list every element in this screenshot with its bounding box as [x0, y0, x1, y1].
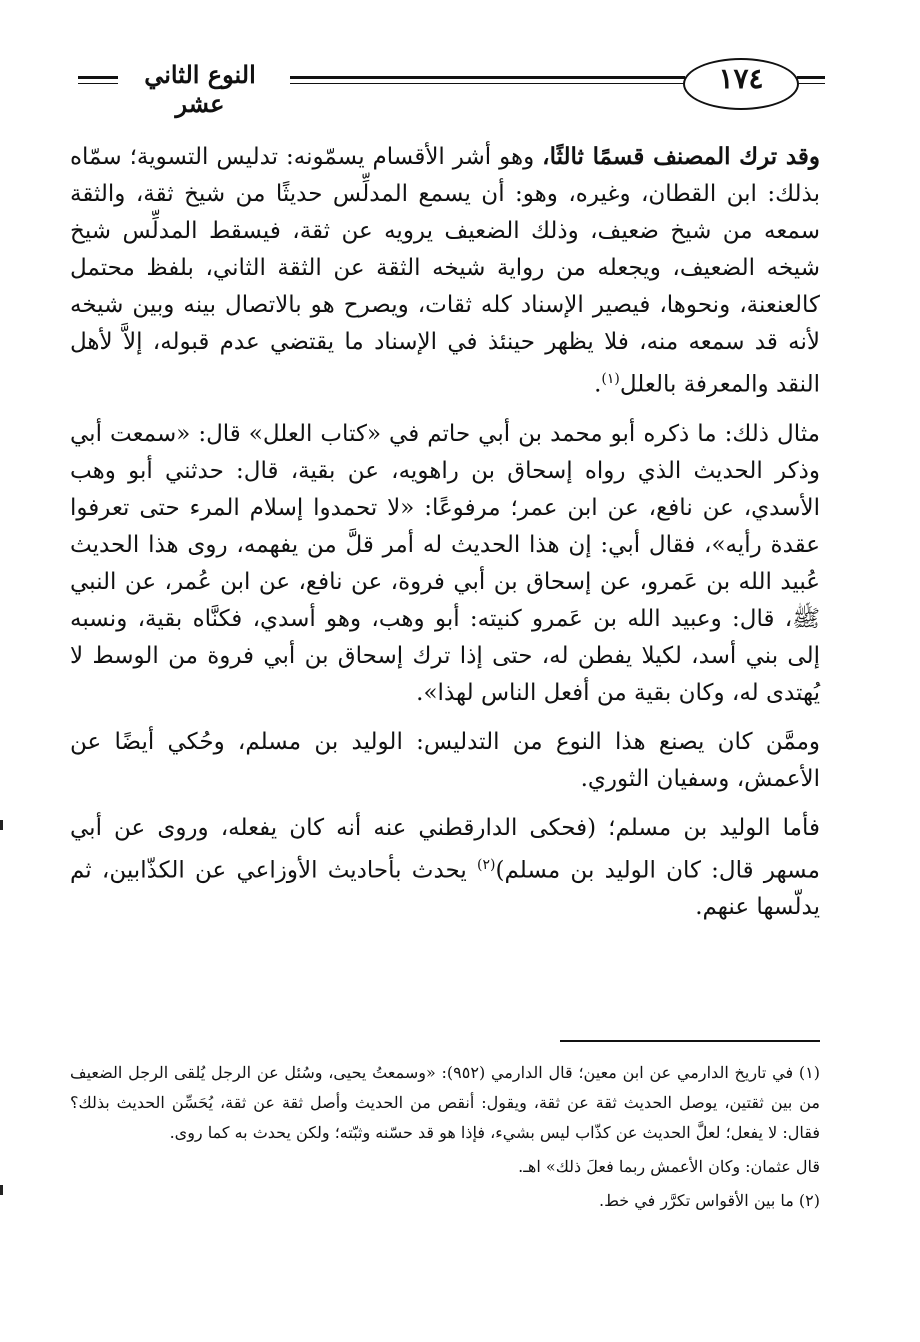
- header-rule-right: [797, 76, 825, 79]
- footnotes: [70, 1058, 820, 1220]
- paragraph-1: [70, 138, 820, 404]
- paragraph-1-lead: وقد ترك المصنف قسمًا ثالثًا،: [542, 143, 820, 170]
- header-rule-middle: [290, 76, 685, 79]
- paragraph-4-text-b: يحدث بأحاديث الأوزاعي عن الكذّابين، ثم يدلّسها عنهم.: [70, 857, 820, 921]
- paragraph-4: [70, 810, 820, 927]
- header-rule-left: [78, 76, 118, 79]
- footnote-ref-1[interactable]: (١): [601, 371, 620, 387]
- footnote-1: (١) في تاريخ الدارمي عن ابن معين؛ قال الدارمي (٩٥٢): «وسمعتُ يحيى، وسُئل عن الرجل يُلقى الرجل الضعيف من بين ثقتين، يوصل الحديث ثقة عن ثقة، ويقول: أنقص من الحديث وأصل ثقة عن ثقة، يُحَسِّن الحديث بذلك؟ فقال: لا يفعل؛ لعلَّ الحديث عن كذّاب ليس بشيء، فإذا هو قد حسّنه وثبّته؛ ولكن يحدث به كما روى.: [70, 1063, 820, 1142]
- paragraph-1-text: وهو أشر الأقسام يسمّونه: تدليس التسوية؛ سمّاه بذلك: ابن القطان، وغيره، وهو: أن يسمع المدلِّس حديثًا من شيخ ثقة، والثقة سمعه من شيخ ضعيف، وذلك الضعيف يرويه عن ثقة، فيسقط المدلِّس شيخ شيخه الضعيف، ويجعله من رواية شيخه الثقة عن الثقة الثاني، بلفظ محتمل كالعنعنة، ونحوها، فيصير الإسناد كله ثقات، ويصرح هو بالاتصال بينه وبين شيخه لأنه قد سمعه منه، فلا يظهر حينئذ في الإسناد ما يقتضي عدم قبوله، إلاَّ لأهل النقد والمعرفة بالعلل: [70, 144, 820, 398]
- chapter-title: النوع الثاني عشر: [144, 60, 256, 118]
- scan-edge-mark: [0, 820, 3, 830]
- main-text: [70, 138, 820, 938]
- page-number: ١٧٤: [718, 62, 764, 95]
- paragraph-4-text-a: فأما الوليد بن مسلم؛ (فحكى الدارقطني عنه أنه كان يفعله، وروى عن أبي مسهر قال: كان الوليد بن مسلم): [70, 814, 820, 884]
- scan-edge-mark: [0, 1185, 3, 1195]
- footnote-ref-2[interactable]: (٢): [477, 856, 496, 873]
- paragraph-2: مثال ذلك: ما ذكره أبو محمد بن أبي حاتم في «كتاب العلل» قال: «سمعت أبي وذكر الحديث الذي رواه إسحاق بن راهويه، عن بقية، قال: حدثني أبو وهب الأسدي، عن نافع، عن ابن عمر؛ مرفوعًا: «لا تحمدوا إسلام المرء حتى تعرفوا عقدة رأيه»، فقال أبي: إن هذا الحديث له أمر قلَّ من يفهمه، روى هذا الحديث عُبيد الله بن عَمرو، عن إسحاق بن أبي فروة، عن نافع، عن ابن عُمر، عن النبي ﷺ، قال: وعبيد الله بن عَمرو كنيته: أبو وهب، وهو أسدي، فكنَّاه بقية، ونسبه إلى بني أسد، لكيلا يفطن له، حتى إذا ترك إسحاق بن أبي فروة من الوسط لا يُهتدى له، وكان بقية من أفعل الناس لهذا».: [70, 420, 820, 706]
- footnote-separator: [560, 1040, 820, 1042]
- paragraph-1-end: .: [594, 371, 602, 398]
- header-rule-left-thin: [78, 83, 118, 84]
- footnote-2: (٢) ما بين الأقواس تكرَّر في خط.: [599, 1191, 820, 1210]
- page-header: [0, 0, 920, 120]
- footnote-1-continuation: قال عثمان: وكان الأعمش ربما فعلَ ذلك» اهـ.: [518, 1157, 820, 1176]
- header-rule-middle-thin: [290, 83, 685, 84]
- paragraph-3: وممَّن كان يصنع هذا النوع من التدليس: الوليد بن مسلم، وحُكي أيضًا عن الأعمش، وسفيان الثوري.: [70, 728, 820, 792]
- header-rule-right-thin: [797, 83, 825, 84]
